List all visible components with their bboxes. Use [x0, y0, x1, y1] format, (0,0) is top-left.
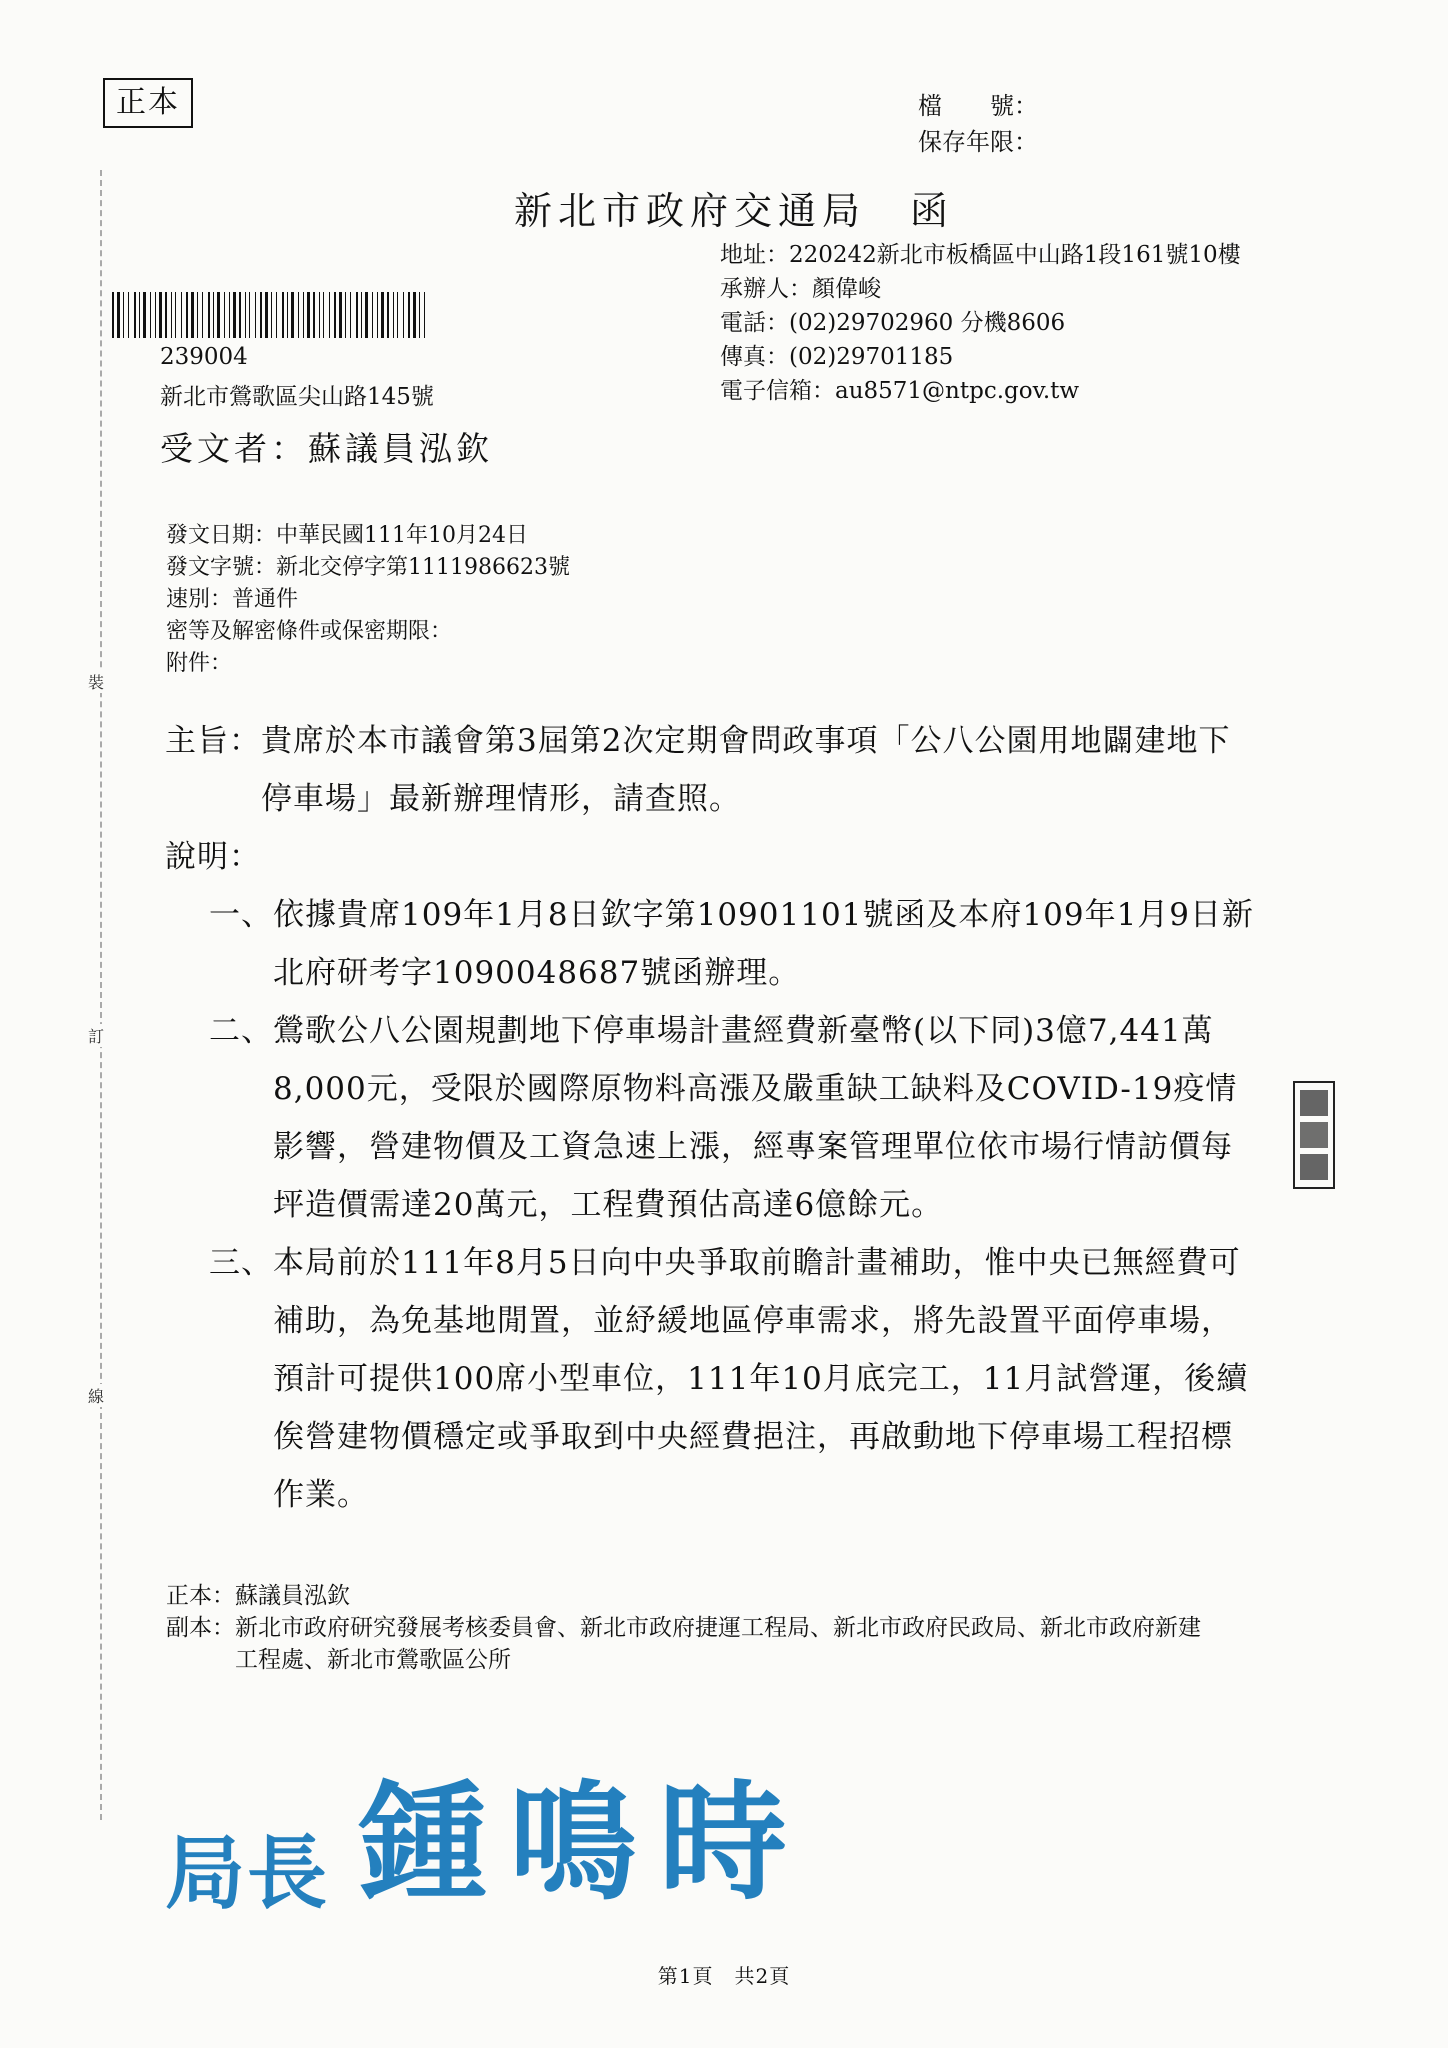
- dispatch-ref-number: 發文字號：新北交停字第1111986623號: [166, 555, 570, 580]
- contact-handler: 承辦人：顏偉峻: [720, 276, 881, 302]
- seal-stamp-icon: [1292, 1080, 1336, 1190]
- original-label: 正本：: [166, 1583, 235, 1609]
- dispatch-date: 發文日期：中華民國111年10月24日: [166, 523, 528, 548]
- distribution-list: [166, 1580, 1216, 1676]
- recipient-name: 受文者：蘇議員泓欽: [160, 429, 493, 468]
- subject-text: 貴席於本市議會第3屆第2次定期會問政事項「公八公園用地闢建地下停車場」最新辦理情形，請查照。: [261, 723, 1231, 817]
- signature-name: 鍾鳴時: [359, 1768, 810, 1918]
- original-recipient: 蘇議員泓欽: [235, 1583, 350, 1609]
- recipient-zip: 239004: [160, 344, 248, 370]
- subject-row: [165, 712, 1265, 828]
- signature-title: 局長: [165, 1826, 329, 1920]
- file-info: [918, 88, 1038, 160]
- recipient-address: 新北市鶯歌區尖山路145號: [160, 384, 434, 410]
- explanation-item: [165, 886, 1265, 1002]
- binding-line: [100, 170, 102, 1820]
- file-number: 檔 號：: [918, 92, 1038, 120]
- explanation-label: 說明：: [165, 839, 261, 875]
- copy-label: 副本：: [166, 1615, 235, 1641]
- explanation-item: [165, 1234, 1265, 1524]
- binding-mark-bottom: 線: [88, 1384, 104, 1407]
- binding-mark-top: 裝: [88, 670, 104, 693]
- original-recipient-row: [166, 1580, 1216, 1612]
- dispatch-speed: 速別：普通件: [166, 587, 299, 612]
- retention-period: 保存年限：: [918, 128, 1038, 156]
- item-text: 本局前於111年8月5日向中央爭取前瞻計畫補助，惟中央已無經費可補助，為免基地閒置，並紓緩地區停車需求，將先設置平面停車場，預計可提供100席小型車位，111年10月底完工，11月試營運，後續俟營建物價穩定或爭取到中央經費挹注，再啟動地下停車場工程招標作業。: [273, 1245, 1249, 1513]
- contact-phone: 電話：(02)29702960 分機8606: [720, 310, 1066, 336]
- page-number: 第1頁 共2頁: [657, 1964, 791, 1988]
- binding-mark-middle: 訂: [88, 1024, 104, 1047]
- organization-title: 新北市政府交通局 函: [513, 189, 954, 233]
- subject-label: 主旨：: [165, 723, 261, 759]
- director-signature-stamp: [165, 1740, 985, 1920]
- copy-recipients: 新北市政府研究發展考核委員會、新北市政府捷運工程局、新北市政府民政局、新北市政府新建工程處、新北市鶯歌區公所: [235, 1615, 1201, 1673]
- contact-block: [720, 238, 1241, 408]
- letter-body: [165, 712, 1265, 1524]
- item-number: 二、: [209, 1013, 273, 1049]
- item-number: 三、: [209, 1245, 273, 1281]
- item-text: 鶯歌公八公園規劃地下停車場計畫經費新臺幣(以下同)3億7,441萬8,000元，受限於國際原物料高漲及嚴重缺工缺料及COVID-19疫情影響，營建物價及工資急速上漲，經專案管理單位依市場行情訪價每坪造價需達20萬元，工程費預估高達6億餘元。: [273, 1013, 1238, 1223]
- contact-email: 電子信箱：au8571@ntpc.gov.tw: [720, 378, 1080, 404]
- item-number: 一、: [209, 897, 273, 933]
- contact-fax: 傳真：(02)29701185: [720, 344, 954, 370]
- contact-address: 地址：220242新北市板橋區中山路1段161號10樓: [720, 242, 1241, 268]
- item-text: 依據貴席109年1月8日欽字第10901101號函及本府109年1月9日新北府研考字1090048687號函辦理。: [273, 897, 1255, 991]
- secrecy-level: 密等及解密條件或保密期限：: [166, 619, 453, 644]
- attachments: 附件：: [166, 651, 233, 676]
- explanation-item: [165, 1002, 1265, 1234]
- dispatch-meta: [166, 520, 570, 680]
- original-copy-stamp: 正本: [103, 78, 193, 128]
- copy-recipients-row: [166, 1612, 1216, 1676]
- barcode-icon: [110, 292, 430, 338]
